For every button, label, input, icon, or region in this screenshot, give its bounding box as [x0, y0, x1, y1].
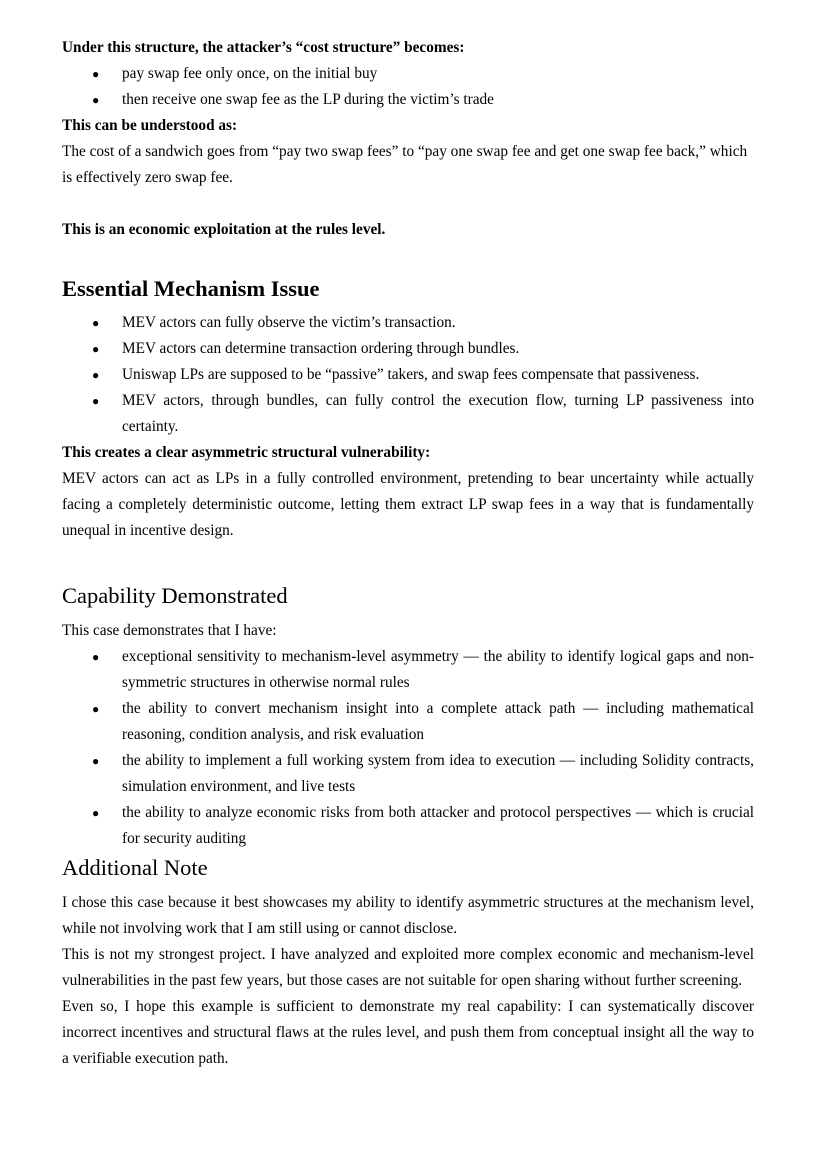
list-item: ● Uniswap LPs are supposed to be “passive” takers, and swap fees compensate that passiveness.: [122, 362, 754, 388]
vulnerability-text: MEV actors can act as LPs in a fully controlled environment, pretending to bear uncertainty while actually facing a completely deterministic outcome, letting them extract LP swap fees in a way that is fundamentally unequal in incentive design.: [62, 470, 754, 539]
conclusion-text: This is an economic exploitation at the rules level.: [62, 221, 386, 238]
list-item: ● exceptional sensitivity to mechanism-level asymmetry — the ability to identify logical gaps and non-symmetric structures in otherwise normal rules: [122, 644, 754, 696]
list-item: ● the ability to convert mechanism insight into a complete attack path — including mathematical reasoning, condition analysis, and risk evaluation: [122, 696, 754, 748]
list-item: ● pay swap fee only once, on the initial buy: [122, 61, 754, 87]
list-item: ● the ability to implement a full working system from idea to execution — including Solidity contracts, simulation environment, and live tests: [122, 748, 754, 800]
list-item: ● MEV actors, through bundles, can fully control the execution flow, turning LP passiveness into certainty.: [122, 388, 754, 440]
list-item: ● MEV actors can determine transaction ordering through bundles.: [122, 336, 754, 362]
note-paragraph: This is not my strongest project. I have analyzed and exploited more complex economic and mechanism-level vulnerabilities in the past few years, but those cases are not suitable for open sharing without further screening.: [62, 946, 754, 989]
capability-heading: Capability Demonstrated: [62, 583, 288, 608]
cost-structure-heading: Under this structure, the attacker’s “cost structure” becomes:: [62, 39, 465, 56]
bullet-icon: ●: [92, 650, 100, 664]
capability-list: [62, 644, 754, 852]
bullet-icon: ●: [92, 342, 100, 356]
bullet-icon: ●: [92, 67, 100, 81]
cost-structure-list: [62, 61, 754, 113]
bullet-icon: ●: [92, 754, 100, 768]
list-item: ● MEV actors can fully observe the victim’s transaction.: [122, 310, 754, 336]
understood-text: The cost of a sandwich goes from “pay two swap fees” to “pay one swap fee and get one swap fee back,” which is effectively zero swap fee.: [62, 143, 748, 186]
vulnerability-label: This creates a clear asymmetric structural vulnerability:: [62, 444, 431, 461]
list-item: ● then receive one swap fee as the LP during the victim’s trade: [122, 87, 754, 113]
bullet-icon: ●: [92, 368, 100, 382]
bullet-icon: ●: [92, 806, 100, 820]
bullet-icon: ●: [92, 316, 100, 330]
bullet-icon: ●: [92, 394, 100, 408]
bullet-icon: ●: [92, 93, 100, 107]
mechanism-list: [62, 310, 754, 440]
list-item: ● the ability to analyze economic risks from both attacker and protocol perspectives — which is crucial for security auditing: [122, 800, 754, 852]
capability-intro: This case demonstrates that I have:: [62, 622, 277, 639]
mechanism-heading: Essential Mechanism Issue: [62, 276, 320, 301]
document-page: [62, 35, 754, 1072]
bullet-icon: ●: [92, 702, 100, 716]
understood-label: This can be understood as:: [62, 117, 238, 134]
note-paragraph: I chose this case because it best showcases my ability to identify asymmetric structures at the mechanism level, while not involving work that I am still using or cannot disclose.: [62, 894, 754, 937]
note-heading: Additional Note: [62, 855, 208, 880]
note-paragraph: Even so, I hope this example is sufficient to demonstrate my real capability: I can systematically discover incorrect incentives and structural flaws at the rules level, and push them from conceptual insight all the way to a verifiable execution path.: [62, 998, 754, 1067]
